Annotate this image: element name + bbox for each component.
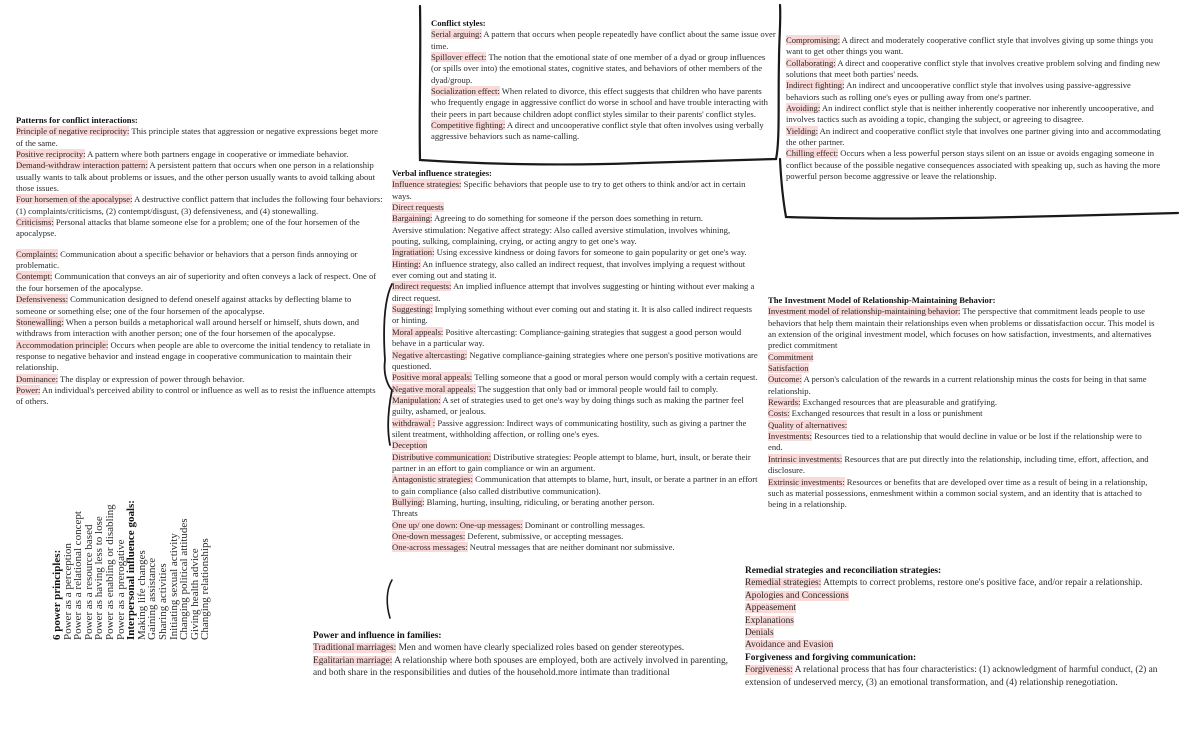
entry-term: Power: [16,384,41,395]
ink-line-right-box [780,159,1178,219]
entry-term: Distributive communication: [392,451,492,462]
entry-definition: A relational process that has four characteristics: (1) acknowledgment of harmful conduct, (2) an extension of undeserved mercy, (3) an emotional transformation, and (4) relationship renegotiation. [745,665,1158,688]
list-item: Power as a relational concept [72,511,85,640]
forgiveness-title: Forgiveness and forgiving communication: [745,652,917,663]
patterns-title: Patterns for conflict interactions: [16,115,138,125]
entry-term: Rewards: [768,397,801,408]
entry-definition: Specific behaviors that people use to try to get others to think and/or act in certain ways. [392,179,746,201]
entry-definition: A direct and uncooperative conflict style that often involves using verbally aggressive behaviors such as name-calling. [431,120,764,142]
entry-term: Negative moral appeals: [392,383,476,394]
entry-definition: Communication that conveys an air of superiority and often conveys a lack of respect. One of the four horsemen of the apocalypse. [16,271,377,293]
influence-goals-title: Interpersonal influence goals: [125,500,138,640]
list-item: Giving health advice [188,548,201,640]
entry-definition: Communication designed to defend oneself against attacks by deflecting blame to someone or something else; one of the four horsemen of the apocalypse. [16,294,352,316]
entry-definition: Men and women have clearly specialized roles based on gender stereotypes. [396,643,685,654]
entry-definition: Attempts to correct problems, restore one's positive face, and/or repair a relationship. [821,578,1143,589]
entry-term: Denials [745,628,774,639]
entry-term: Complaints: [16,248,59,259]
entry-term: Defensiveness: [16,294,69,305]
entry-definition: Passive aggression: Indirect ways of communicating hostility, such as giving a partner the silent treatment, withholding affection, or rolling one's eyes. [392,417,747,439]
entry-term: Traditional marriages: [313,643,397,654]
entry-definition: An individual's perceived ability to control or influence as well as to resist the influence attempts of others. [16,384,376,407]
entry-definition: Deferent, submissive, or accepting messages. [465,531,624,541]
entry-term: Avoidance and Evasion [745,640,834,651]
power-principles-title: 6 power principles: [51,549,63,640]
entry-definition: Resources tied to a relationship that would decline in value or be lost if the relationship were to end. [768,431,1142,453]
entry-term: Spillover effect: [431,52,487,63]
ink-line-conflict-box [420,5,781,164]
entry-definition: An indirect and cooperative conflict style that involves one partner giving into and accommodating the other partner. [786,125,1161,148]
entry-term: One-across messages: [392,542,468,553]
verbal-influence-title: Verbal influence strategies: [392,168,492,178]
entry-definition: The display or expression of power through behavior. [58,373,245,384]
entry-term: Suggesting: [392,304,433,315]
entry-definition: Telling someone that a good or moral person would comply with a certain request. [472,372,758,383]
entry-definition: The perspective that commitment leads people to use behaviors that help them maintain their relationships even when problems or dissatisfaction occur. This model is an extension of the original investment model, which focuses on how satisfaction, investments, and alternatives predict commitment [768,306,1155,351]
entry-definition: The suggestion that only bad or immoral people would fail to comply. [475,383,719,394]
entry-definition: A pattern where both partners engage in cooperative or immediate behavior. [85,149,349,160]
entry-term: Ingratiation: [392,247,435,258]
entry-term: Influence strategies: [392,179,462,190]
entry-definition: Using excessive kindness or doing favors for someone to gain popularity or get one's way. [434,247,747,258]
entry-term: Bullying: [392,496,425,507]
entry-definition: Resources that are put directly into the relationship, including time, effort, affection, and disclosure. [768,453,1149,476]
entry-term: Chilling effect: [786,148,839,159]
entry-term: Yielding: [786,125,818,136]
entry-term: Indirect requests: [392,281,452,292]
entry-term: withdrawal : [392,417,436,428]
entry-term: Deception [392,440,428,451]
entry-definition: A person's calculation of the rewards in a current relationship minus the costs for being in that same relationship. [768,374,1147,396]
families-title: Power and influence in families: [313,631,442,641]
entry-term: Indirect fighting: [786,80,845,91]
entry-term: Competitive fighting: [431,120,506,131]
entry-definition: Implying something without ever coming out and stating it. It is also called indirect requests or hinting. [392,304,752,326]
entry-term: Negative altercasting: [392,349,468,360]
entry-definition: An influence strategy, also called an indirect request, that involves implying a request without ever coming out and stating it. [392,258,746,281]
entry-definition: Personal attacks that blame someone else for a problem; one of the four horsemen of the apocalypse. [16,217,360,239]
entry-definition: A set of strategies used to get one's way by doing things such as making the partner feel guilty, ashamed, or jealous. [392,394,744,417]
entry-definition: A direct and cooperative conflict style that involves creative problem solving and finding new solutions that meet both parties' needs. [786,57,1161,80]
entry-term: One up/ one down: One-up messages: [392,519,523,530]
entry-definition: Positive altercasting: Compliance-gaining strategies that suggest a good person would behave in a particular way. [392,326,742,349]
list-item: Power as a resource based [82,524,95,640]
entry-term: Forgiveness: [745,665,793,676]
investment-title: The Investment Model of Relationship-Maintaining Behavior: [768,295,996,305]
conflict-styles-title: Conflict styles: [431,18,486,28]
entry-term: Positive moral appeals: [392,372,473,383]
list-item: Changing relationships [199,538,212,640]
entry-term: Extrinsic investments: [768,476,845,487]
entry-definition: An indirect and uncooperative conflict style that involves using passive-aggressive behaviors such as rolling one's eyes or pulling away from one's partner. [786,80,1131,102]
entry-definition: Agreeing to do something for someone if the person does something in return. [432,213,704,224]
entry-term: Costs: [768,408,790,419]
list-item: Gaining assistance [146,557,159,640]
entry-definition: A relationship where both spouses are employed, both are actively involved in parenting, and both share in the responsibilities and duties of the household.more intimate than traditional [313,655,728,679]
entry-definition: A persistent pattern that occurs when one person in a relationship usually wants to talk about problems or issues, and the other person usually wants to avoid talking about those issues. [16,160,375,194]
entry-term: Criticisms: [16,217,54,228]
entry-definition: An indirect conflict style that is neither inherently cooperative nor inherently uncooperative, and involves tactics such as avoiding a topic, changing the subject, or agreeing to disagree. [786,103,1154,125]
entry-term: Positive reciprocity: [16,149,86,160]
list-item: Initiating sexual activity [167,533,180,640]
entry-term: Serial arguing: [431,29,482,40]
entry-term: Accommodation principle: [16,339,109,350]
entry-definition: A pattern that occurs when people repeatedly have conflict about the same issue over time. [431,29,776,51]
entry-term: One-down messages: [392,531,466,541]
entry-definition: When related to divorce, this effect suggests that children who have parents who frequently engage in aggressive conflict do worse in school and have trouble interacting with their peers in part because children adopt conflict styles similar to their parents' conflict styles. [431,86,768,119]
entry-term: Four horsemen of the apocalypse: [16,194,133,205]
entry-definition: Aversive stimulation: Negative affect strategy: Also called aversive stimulation, involves whining, pouting, sulking, complaining, crying, or acting angry to get one's way. [392,224,731,247]
list-item: Changing political attitudes [178,518,191,640]
entry-definition: Exchanged resources that are pleasurable and gratifying. [800,397,998,408]
entry-term: Avoiding: [786,103,821,114]
entry-definition: The notion that the emotional state of one member of a dyad or group influences (or spills over into) the emotional states, cognitive states, and behaviors of other members of the dyad/group. [431,52,766,85]
entry-term: Investments: [768,431,812,442]
entry-term: Contempt: [16,271,53,282]
list-item: Power as a prerogative [114,539,127,640]
entry-definition: An implied influence attempt that involves suggesting or hinting without ever making a direct request. [392,281,755,303]
entry-definition: Neutral messages that are neither dominant nor submissive. [467,542,675,553]
entry-definition: Communication that attempts to blame, hurt, insult, or berate a partner in an effort to gain compliance (also called distributive communication). [392,474,758,496]
entry-term: Intrinsic investments: [768,453,843,464]
entry-term: Dominance: [16,373,58,384]
entry-definition: Occurs when people are able to overcome the initial tendency to retaliate in response to negative behavior and instead engage in cooperative communication to maintain their relationship. [16,339,371,373]
entry-term: Egalitarian marriage: [313,655,393,666]
entry-term: Demand-withdraw interaction pattern: [16,160,148,171]
entry-term: Direct requests [392,202,444,213]
entry-term: Antagonistic strategies: [392,474,473,485]
ink-bracket-hinting [384,284,392,445]
entry-definition: Communication about a specific behavior or behaviors that a person finds annoying or problematic. [16,248,358,271]
entry-term: Hinting: [392,258,421,269]
entry-term: Appeasement [745,603,797,614]
entry-definition: A direct and moderately cooperative conflict style that involves giving up some things you want to get other things you want. [786,35,1154,57]
entry-term: Satisfaction [768,363,809,374]
entry-definition: A destructive conflict pattern that includes the following four behaviors: (1) complaints/criticisms, (2) contempt/disgust, (3) defensiveness, and (4) stonewalling. [16,194,383,216]
entry-term: Stonewalling: [16,316,64,327]
entry-definition: Exchanged resources that result in a loss or punishment [789,408,983,419]
entry-definition: Occurs when a less powerful person stays silent on an issue or avoids engaging someone in conflict because of the possible negative consequences associated with speaking up, such as having the more powerful person become aggressive or leave the relationship. [786,148,1161,182]
entry-term: Moral appeals: [392,326,444,337]
entry-definition: Blaming, hurting, insulting, ridiculing, or berating another person. [424,496,655,507]
entry-term: Socialization effect: [431,86,500,97]
entry-term: Apologies and Concessions [745,590,849,601]
entry-term: Commitment [768,351,814,362]
ink-bracket-messages [387,580,392,618]
entry-term: Investment model of relationship-maintaining behavior: [768,306,961,317]
entry-term: Quality of alternatives: [768,419,848,430]
entry-definition: Threats [392,508,418,519]
list-item: Power as having less to lose [93,516,106,640]
entry-term: Principle of negative reciprocity: [16,126,130,137]
list-item: Power as a perception [61,543,74,640]
entry-definition: Dominant or controlling messages. [522,519,646,530]
entry-term: Explanations [745,615,794,626]
list-item: Sharing activities [156,563,169,640]
list-item: Power as enabling or disabling [103,504,116,640]
entry-definition: Distributive strategies: People attempt to blame, hurt, insult, or berate their partner in an effort to gain compliance or win an argument. [392,451,751,473]
entry-term: Bargaining: [392,213,433,224]
entry-term: Manipulation: [392,394,441,405]
entry-definition: Resources or benefits that are developed over time as a result of being in a relationship, such as material possessions, enmeshment within a common social system, and an identity that is attached to being in a relationship. [768,476,1148,510]
entry-term: Compromising: [786,35,840,45]
list-item: Making life changes [135,550,148,640]
entry-term: Outcome: [768,374,802,385]
entry-definition: When a person builds a metaphorical wall around herself or himself, shuts down, and withdraws from interaction with another person; one of the four horsemen of the apocalypse. [16,316,360,339]
entry-term: Collaborating: [786,57,836,68]
entry-term: Remedial strategies: [745,578,822,589]
entry-definition: This principle states that aggression or negative expressions beget more of the same. [16,126,378,148]
entry-definition: Negative compliance-gaining strategies where one person's positive motivations are questioned. [392,349,758,371]
remedial-title: Remedial strategies and reconciliation strategies: [745,566,942,576]
